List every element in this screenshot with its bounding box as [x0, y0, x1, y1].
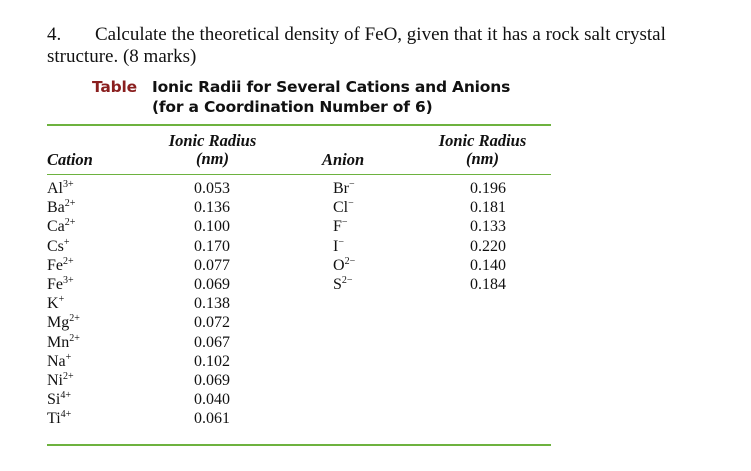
cation-radius-cell: 0.040	[194, 391, 230, 409]
cation-cell	[47, 217, 80, 236]
header-anion-radius-line2: (nm)	[466, 149, 499, 168]
header-anion: Anion	[322, 150, 365, 169]
anion-charge: −	[349, 179, 355, 190]
anion-cell	[333, 275, 355, 294]
anion-radius-cell: 0.220	[470, 237, 506, 255]
cation-radius-cell: 0.069	[194, 275, 230, 293]
anion-cell	[333, 256, 355, 275]
anion-radius-column	[470, 179, 506, 294]
cation-cell	[47, 275, 80, 294]
table-caption-label: Table	[92, 78, 137, 96]
cation-cell	[47, 294, 80, 313]
cation-cell	[47, 390, 80, 409]
anion-radius-cell: 0.140	[470, 256, 506, 274]
table-top-rule	[47, 124, 551, 126]
anion-cell	[333, 198, 355, 217]
header-anion-radius	[420, 132, 545, 168]
cation-charge: 2+	[64, 198, 76, 210]
anion-cell	[333, 179, 355, 198]
cation-radius-cell: 0.077	[194, 256, 230, 274]
anion-charge: −	[341, 217, 348, 229]
cation-symbol: Cs	[47, 237, 64, 255]
cation-symbol: Na	[47, 352, 66, 370]
anion-charge: 2−	[344, 255, 356, 267]
question-prompt: Calculate the theoretical density of FeO, given that it has a rock salt crystal structure. (8 marks)	[47, 24, 666, 67]
cation-radius-cell: 0.072	[194, 314, 230, 332]
question-number: 4.	[47, 24, 62, 45]
cation-symbol: Mn	[47, 333, 70, 351]
cation-radius-cell: 0.053	[194, 180, 230, 197]
cation-symbol: Al	[47, 180, 63, 197]
cation-radius-cell: 0.067	[194, 333, 230, 351]
cation-radius-cell: 0.138	[194, 295, 230, 313]
cation-charge: +	[65, 351, 72, 363]
cation-radius-cell: 0.100	[194, 218, 230, 236]
cation-radius-cell: 0.069	[194, 371, 230, 389]
anion-charge: −	[338, 236, 344, 248]
cation-cell	[47, 313, 80, 332]
cation-radius-cell: 0.136	[194, 199, 230, 217]
cation-charge: +	[63, 236, 70, 248]
cation-symbol: Si	[47, 391, 61, 409]
header-cation-radius	[150, 132, 275, 168]
anion-column	[333, 179, 355, 294]
cation-cell	[47, 352, 80, 371]
cation-symbol: Mg	[47, 314, 70, 332]
cation-symbol: Ni	[47, 371, 63, 389]
header-anion-radius-line1: Ionic Radius	[438, 131, 527, 150]
table-bottom-rule	[47, 444, 551, 446]
cation-column	[47, 179, 80, 428]
cation-charge: 2+	[63, 370, 74, 382]
anion-radius-cell: 0.196	[470, 180, 506, 197]
anion-symbol: F	[333, 218, 342, 236]
anion-symbol: Br	[333, 180, 349, 197]
anion-radius-cell: 0.184	[470, 275, 506, 293]
cation-charge: 2+	[69, 313, 80, 325]
cation-charge: 2+	[63, 255, 74, 267]
cation-symbol: Fe	[47, 275, 63, 293]
cation-symbol: Ba	[47, 199, 65, 217]
cation-radius-cell: 0.061	[194, 410, 230, 428]
cation-cell	[47, 179, 80, 198]
cation-symbol: K	[47, 295, 59, 313]
header-cation-radius-line2: (nm)	[196, 149, 229, 168]
table-caption-subtitle: (for a Coordination Number of 6)	[152, 98, 433, 116]
anion-symbol: Cl	[333, 199, 349, 217]
question-text-block	[47, 24, 727, 68]
cation-cell	[47, 237, 80, 256]
cation-symbol: Ca	[47, 218, 65, 236]
anion-symbol: I	[333, 237, 339, 255]
cation-cell	[47, 256, 80, 275]
anion-charge: 2−	[341, 274, 353, 286]
cation-radius-column	[194, 179, 230, 428]
header-cation-radius-line1: Ionic Radius	[168, 131, 257, 150]
table-caption	[92, 77, 510, 117]
anion-cell	[333, 237, 355, 256]
table-caption-title: Ionic Radii for Several Cations and Anions	[152, 78, 511, 96]
cation-symbol: Fe	[47, 256, 63, 274]
cation-charge: 4+	[60, 390, 71, 402]
anion-radius-cell: 0.181	[470, 199, 506, 217]
anion-cell	[333, 217, 355, 236]
anion-symbol: S	[333, 275, 342, 293]
cation-cell	[47, 371, 80, 390]
cation-charge: +	[58, 294, 65, 306]
header-cation: Cation	[47, 150, 93, 169]
cation-symbol: Ti	[47, 410, 61, 428]
cation-cell	[47, 198, 80, 217]
table-header-rule	[47, 174, 551, 175]
cation-cell	[47, 333, 80, 352]
cation-radius-cell: 0.170	[194, 237, 230, 255]
cation-charge: 2+	[69, 332, 80, 344]
anion-symbol: O	[333, 256, 345, 274]
anion-radius-cell: 0.133	[470, 218, 506, 236]
cation-cell	[47, 409, 80, 428]
cation-charge: 2+	[64, 217, 76, 229]
anion-charge: −	[348, 198, 354, 210]
cation-charge: 4+	[60, 409, 72, 421]
cation-charge: 3+	[63, 179, 74, 190]
cation-radius-cell: 0.102	[194, 352, 230, 370]
cation-charge: 3+	[63, 274, 74, 286]
